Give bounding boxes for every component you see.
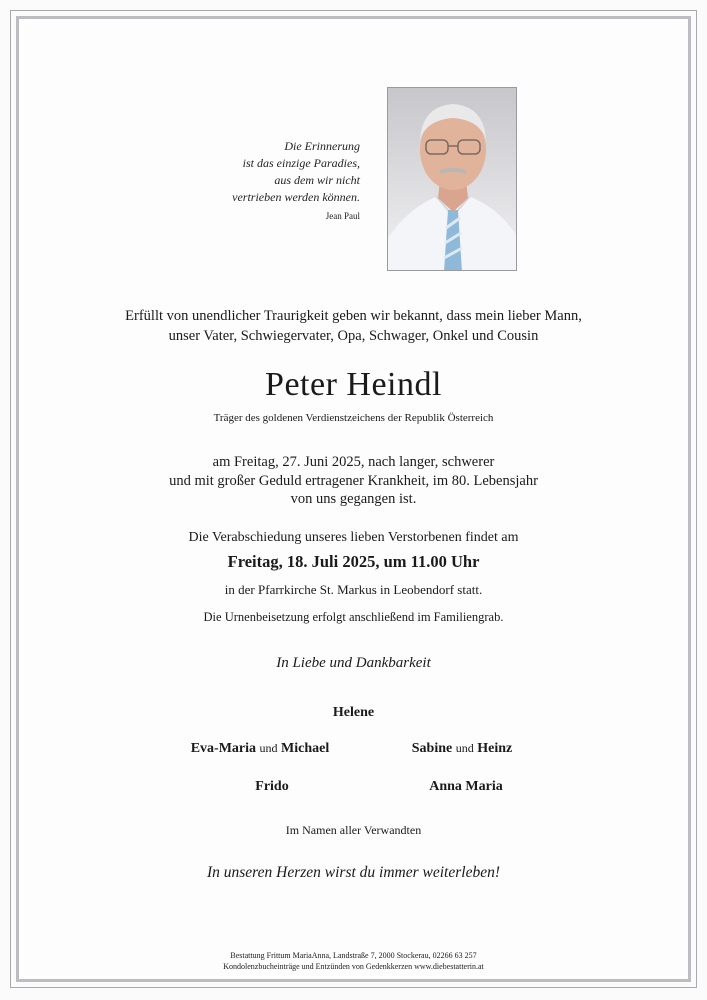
death-line-2: und mit großer Geduld ertragener Krankheit, im 80. Lebensjahr [169, 472, 538, 489]
mourner-name: Sabine [411, 741, 453, 756]
quote-author: Jean Paul [325, 211, 360, 221]
announcement-intro [30, 306, 677, 346]
mourner-name: Heinz [477, 741, 513, 756]
quote-block [150, 138, 360, 225]
ceremony-venue: in der Pfarrkirche St. Markus in Leobendorf statt. [224, 582, 483, 597]
death-line-3: von uns gegangen ist. [290, 491, 417, 507]
closing-motto: In unseren Herzen wirst du immer weiterleben! [206, 864, 501, 881]
intro-line-1: Erfüllt von unendlicher Traurigkeit geben wir bekannt, dass mein lieber Mann, [125, 308, 582, 324]
deceased-honor: Träger des goldenen Verdienstzeichens der Republik Österreich [213, 412, 494, 424]
mourner-family-1 [160, 741, 360, 757]
mourner-conjunction: und [455, 741, 474, 755]
mourner-family-3: Frido [255, 779, 289, 794]
ceremony-date: Freitag, 18. Juli 2025, um 11.00 Uhr [227, 552, 480, 571]
intro-line-2: unser Vater, Schwiegervater, Opa, Schwager, Onkel und Cousin [168, 328, 539, 344]
relatives-note: Im Namen aller Verwandten [285, 823, 422, 837]
mourner-family-4: Anna Maria [429, 779, 503, 794]
deceased-name: Peter Heindl [265, 366, 442, 403]
footer-line-2: Kondolenzbucheinträge und Entzünden von Gedenkkerzen www.diebestatterin.at [223, 962, 484, 971]
mourners-intro: In Liebe und Dankbarkeit [276, 655, 431, 671]
footer [30, 950, 677, 972]
urn-burial-note: Die Urnenbeisetzung erfolgt anschließend im Familiengrab. [203, 610, 504, 624]
portrait-photo [387, 87, 517, 271]
quote-line: ist das einzige Paradies, [242, 156, 360, 170]
portrait-illustration [388, 88, 517, 271]
quote-line: aus dem wir nicht [274, 173, 360, 187]
mourner-name: Eva-Maria [190, 741, 257, 756]
quote-line: vertrieben werden können. [232, 190, 360, 204]
mourner-spouse: Helene [332, 705, 375, 720]
mourner-name: Michael [281, 741, 330, 756]
death-notice [30, 453, 677, 509]
mourner-family-2 [362, 741, 562, 757]
death-line-1: am Freitag, 27. Juni 2025, nach langer, schwerer [212, 454, 495, 470]
farewell-intro: Die Verabschiedung unseres lieben Verstorbenen findet am [188, 530, 519, 545]
mourner-conjunction: und [259, 741, 278, 755]
quote-line: Die Erinnerung [284, 139, 360, 153]
footer-line-1: Bestattung Frittum MariaAnna, Landstraße 7, 2000 Stockerau, 02266 63 257 [230, 951, 477, 960]
